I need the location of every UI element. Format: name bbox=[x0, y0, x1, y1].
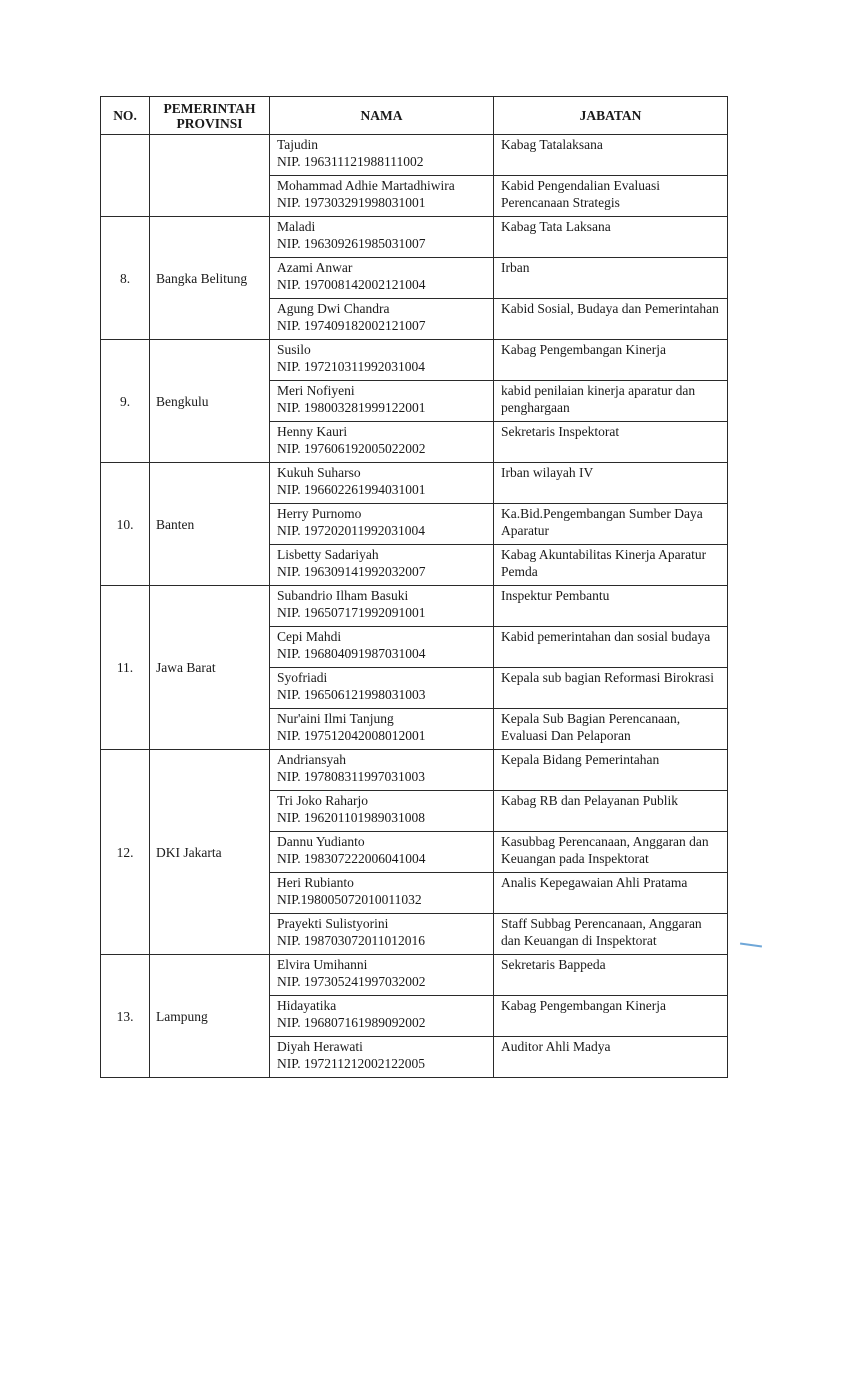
official-nip: NIP. 197409182002121007 bbox=[277, 318, 426, 333]
official-nip: NIP. 196602261994031001 bbox=[277, 482, 426, 497]
cell-provinsi: DKI Jakarta bbox=[150, 750, 270, 955]
cell-jabatan bbox=[494, 873, 728, 914]
official-nip: NIP. 196807161989092002 bbox=[277, 1015, 426, 1030]
pen-mark bbox=[740, 942, 762, 947]
official-nip: NIP. 196311121988111002 bbox=[277, 154, 424, 169]
official-position: Staff Subbag Perencanaan, Anggaran dan Keuangan di Inspektorat bbox=[501, 916, 702, 948]
official-nip: NIP. 197512042008012001 bbox=[277, 728, 426, 743]
cell-jabatan bbox=[494, 463, 728, 504]
cell-jabatan bbox=[494, 545, 728, 586]
official-position: Kabag Tata Laksana bbox=[501, 219, 611, 234]
cell-jabatan bbox=[494, 422, 728, 463]
table-header-row bbox=[101, 97, 728, 135]
official-name: Hidayatika bbox=[277, 998, 337, 1013]
official-nip: NIP. 196506121998031003 bbox=[277, 687, 426, 702]
cell-provinsi: Jawa Barat bbox=[150, 586, 270, 750]
official-position: Sekretaris Inspektorat bbox=[501, 424, 620, 439]
official-position: Kabag Pengembangan Kinerja bbox=[501, 998, 666, 1013]
cell-nama bbox=[270, 709, 494, 750]
cell-nama bbox=[270, 299, 494, 340]
official-nip: NIP. 197303291998031001 bbox=[277, 195, 426, 210]
cell-nama bbox=[270, 627, 494, 668]
header-provinsi-line2: PROVINSI bbox=[176, 115, 243, 131]
official-name: Heri Rubianto bbox=[277, 875, 354, 890]
official-position: Irban wilayah IV bbox=[501, 465, 594, 480]
cell-provinsi bbox=[150, 135, 270, 217]
official-position: Analis Kepegawaian Ahli Pratama bbox=[501, 875, 688, 890]
official-name: Lisbetty Sadariyah bbox=[277, 547, 379, 562]
official-position: Sekretaris Bappeda bbox=[501, 957, 606, 972]
official-name: Diyah Herawati bbox=[277, 1039, 363, 1054]
cell-nama bbox=[270, 340, 494, 381]
table-row bbox=[101, 955, 728, 996]
cell-jabatan bbox=[494, 504, 728, 545]
official-nip: NIP. 197808311997031003 bbox=[277, 769, 426, 784]
official-name: Subandrio Ilham Basuki bbox=[277, 588, 409, 603]
cell-nama bbox=[270, 217, 494, 258]
official-nip: NIP. 196201101989031008 bbox=[277, 810, 426, 825]
header-jabatan: JABATAN bbox=[494, 97, 728, 135]
header-no: NO. bbox=[101, 97, 150, 135]
cell-jabatan bbox=[494, 791, 728, 832]
cell-nama bbox=[270, 996, 494, 1037]
official-name: Andriansyah bbox=[277, 752, 346, 767]
official-name: Cepi Mahdi bbox=[277, 629, 342, 644]
official-nip: NIP. 196804091987031004 bbox=[277, 646, 426, 661]
official-position: Kabid pemerintahan dan sosial budaya bbox=[501, 629, 711, 644]
official-name: Meri Nofiyeni bbox=[277, 383, 355, 398]
cell-nama bbox=[270, 545, 494, 586]
table-row bbox=[101, 340, 728, 381]
official-position: Ka.Bid.Pengembangan Sumber Daya Aparatur bbox=[501, 506, 703, 538]
cell-no: 13. bbox=[101, 955, 150, 1078]
cell-no: 10. bbox=[101, 463, 150, 586]
official-name: Dannu Yudianto bbox=[277, 834, 365, 849]
cell-no bbox=[101, 135, 150, 217]
cell-jabatan bbox=[494, 340, 728, 381]
cell-nama bbox=[270, 422, 494, 463]
cell-nama bbox=[270, 750, 494, 791]
cell-nama bbox=[270, 914, 494, 955]
cell-jabatan bbox=[494, 627, 728, 668]
official-nip: NIP. 196309141992032007 bbox=[277, 564, 426, 579]
cell-jabatan bbox=[494, 709, 728, 750]
cell-nama bbox=[270, 873, 494, 914]
cell-jabatan bbox=[494, 217, 728, 258]
official-name: Elvira Umihanni bbox=[277, 957, 368, 972]
header-nama: NAMA bbox=[270, 97, 494, 135]
cell-jabatan bbox=[494, 955, 728, 996]
official-position: kabid penilaian kinerja aparatur dan penghargaan bbox=[501, 383, 696, 415]
header-provinsi-line1: PEMERINTAH bbox=[163, 100, 256, 116]
official-name: Herry Purnomo bbox=[277, 506, 362, 521]
cell-jabatan bbox=[494, 1037, 728, 1078]
official-nip: NIP. 198703072011012016 bbox=[277, 933, 426, 948]
cell-no: 8. bbox=[101, 217, 150, 340]
cell-jabatan bbox=[494, 668, 728, 709]
cell-jabatan bbox=[494, 381, 728, 422]
official-position: Kabag Pengembangan Kinerja bbox=[501, 342, 666, 357]
table-row bbox=[101, 135, 728, 176]
official-position: Irban bbox=[501, 260, 530, 275]
official-nip: NIP.198005072010011032 bbox=[277, 892, 422, 907]
official-position: Kabid Sosial, Budaya dan Pemerintahan bbox=[501, 301, 719, 316]
cell-jabatan bbox=[494, 832, 728, 873]
official-nip: NIP. 197202011992031004 bbox=[277, 523, 426, 538]
official-position: Kabag RB dan Pelayanan Publik bbox=[501, 793, 678, 808]
cell-jabatan bbox=[494, 258, 728, 299]
official-name: Agung Dwi Chandra bbox=[277, 301, 390, 316]
official-name: Tri Joko Raharjo bbox=[277, 793, 369, 808]
cell-jabatan bbox=[494, 586, 728, 627]
official-name: Prayekti Sulistyorini bbox=[277, 916, 389, 931]
official-nip: NIP. 196309261985031007 bbox=[277, 236, 426, 251]
official-nip: NIP. 197210311992031004 bbox=[277, 359, 426, 374]
cell-jabatan bbox=[494, 750, 728, 791]
cell-no: 11. bbox=[101, 586, 150, 750]
cell-provinsi: Bangka Belitung bbox=[150, 217, 270, 340]
cell-nama bbox=[270, 176, 494, 217]
cell-jabatan bbox=[494, 135, 728, 176]
table-row bbox=[101, 217, 728, 258]
official-name: Azami Anwar bbox=[277, 260, 353, 275]
cell-provinsi: Lampung bbox=[150, 955, 270, 1078]
official-nip: NIP. 197211212002122005 bbox=[277, 1056, 426, 1071]
cell-nama bbox=[270, 381, 494, 422]
official-name: Syofriadi bbox=[277, 670, 328, 685]
official-position: Kepala Bidang Pemerintahan bbox=[501, 752, 660, 767]
official-nip: NIP. 197606192005022002 bbox=[277, 441, 426, 456]
header-provinsi bbox=[150, 97, 270, 135]
cell-nama bbox=[270, 1037, 494, 1078]
official-position: Kepala sub bagian Reformasi Birokrasi bbox=[501, 670, 714, 685]
cell-jabatan bbox=[494, 299, 728, 340]
official-nip: NIP. 197008142002121004 bbox=[277, 277, 426, 292]
official-nip: NIP. 198003281999122001 bbox=[277, 400, 426, 415]
cell-nama bbox=[270, 832, 494, 873]
table-row bbox=[101, 463, 728, 504]
official-name: Tajudin bbox=[277, 137, 319, 152]
official-nip: NIP. 196507171992091001 bbox=[277, 605, 426, 620]
cell-no: 12. bbox=[101, 750, 150, 955]
cell-no: 9. bbox=[101, 340, 150, 463]
table-row bbox=[101, 750, 728, 791]
official-position: Kepala Sub Bagian Perencanaan, Evaluasi Dan Pelaporan bbox=[501, 711, 681, 743]
official-position: Auditor Ahli Madya bbox=[501, 1039, 611, 1054]
table-row bbox=[101, 586, 728, 627]
official-position: Kabag Tatalaksana bbox=[501, 137, 603, 152]
official-nip: NIP. 198307222006041004 bbox=[277, 851, 426, 866]
cell-jabatan bbox=[494, 996, 728, 1037]
official-name: Nur'aini Ilmi Tanjung bbox=[277, 711, 394, 726]
official-position: Kasubbag Perencanaan, Anggaran dan Keuangan pada Inspektorat bbox=[501, 834, 709, 866]
cell-nama bbox=[270, 586, 494, 627]
official-name: Henny Kauri bbox=[277, 424, 348, 439]
cell-provinsi: Bengkulu bbox=[150, 340, 270, 463]
official-name: Susilo bbox=[277, 342, 311, 357]
official-name: Mohammad Adhie Martadhiwira bbox=[277, 178, 455, 193]
cell-nama bbox=[270, 668, 494, 709]
table-body bbox=[101, 135, 728, 1078]
official-name: Maladi bbox=[277, 219, 316, 234]
official-position: Kabid Pengendalian Evaluasi Perencanaan Strategis bbox=[501, 178, 660, 210]
official-position: Inspektur Pembantu bbox=[501, 588, 610, 603]
cell-nama bbox=[270, 258, 494, 299]
official-name: Kukuh Suharso bbox=[277, 465, 361, 480]
officials-table bbox=[100, 96, 728, 1078]
official-position: Kabag Akuntabilitas Kinerja Aparatur Pemda bbox=[501, 547, 707, 579]
cell-nama bbox=[270, 463, 494, 504]
cell-nama bbox=[270, 791, 494, 832]
official-nip: NIP. 197305241997032002 bbox=[277, 974, 426, 989]
cell-nama bbox=[270, 955, 494, 996]
cell-nama bbox=[270, 135, 494, 176]
cell-jabatan bbox=[494, 914, 728, 955]
cell-jabatan bbox=[494, 176, 728, 217]
cell-nama bbox=[270, 504, 494, 545]
cell-provinsi: Banten bbox=[150, 463, 270, 586]
